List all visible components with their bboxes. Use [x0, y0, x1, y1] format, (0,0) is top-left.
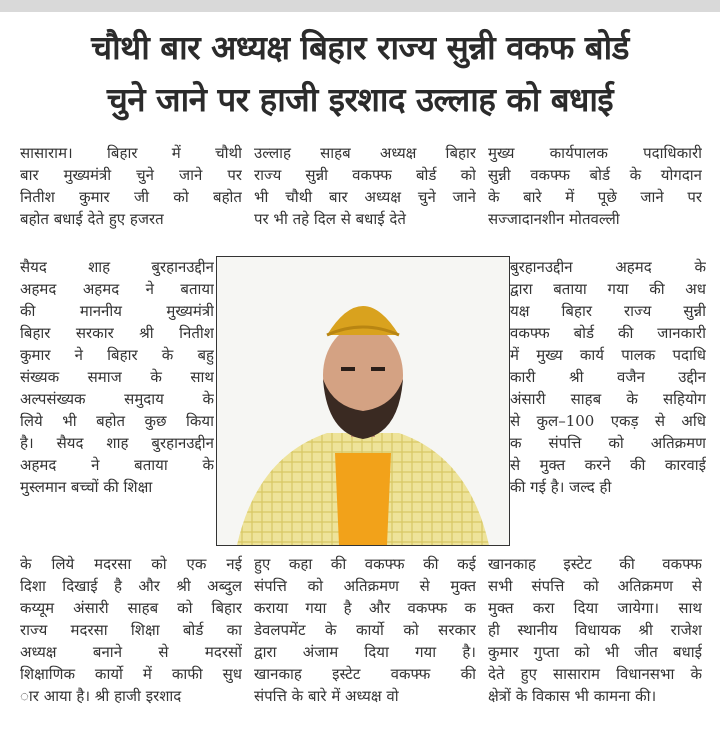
text-line: कय्यूम अंसारी साहब को बिहार — [20, 599, 242, 617]
text-line: सभी संपत्ति को अतिक्रमण से — [488, 577, 702, 595]
text-line: से मुक्त करने की कारवाई — [510, 456, 706, 474]
text-line: पर भी तहे दिल से बधाई देते — [254, 210, 406, 228]
article-column-2-bottom — [254, 553, 476, 707]
text-line: क संपत्ति को अतिक्रमण — [510, 434, 706, 452]
article-column-3-bottom — [488, 553, 702, 707]
article-column-3-top — [488, 142, 702, 230]
text-line: क्षेत्रों के विकास भी कामना की। — [488, 687, 657, 705]
text-line: सासाराम। बिहार में चौथी — [20, 144, 242, 162]
text-line: बुरहानउद्दीन अहमद के — [510, 258, 706, 276]
text-line: के बारे में पूछे जाने पर — [488, 188, 702, 206]
portrait-photo — [216, 256, 510, 546]
text-line: देते हुए सासाराम विधानसभा के — [488, 665, 702, 683]
text-line: भी चौथी बार अध्यक्ष चुने जाने — [254, 188, 476, 206]
text-line: द्वारा अंजाम दिया गया है। — [254, 643, 476, 661]
text-line: राज्य मदरसा शिक्षा बोर्ड का — [20, 621, 242, 639]
text-line: मुख्य कार्यपालक पदाधिकारी — [488, 144, 702, 162]
text-line: दिशा दिखाई है और श्री अब्दुल — [20, 577, 242, 595]
text-line: है। सैयद शाह बुरहानउद्दीन — [20, 434, 214, 452]
text-line: सज्जादानशीन मोतवल्ली — [488, 210, 620, 228]
text-line: बहोत बधाई देते हुए हजरत — [20, 210, 164, 228]
top-rule — [0, 0, 720, 12]
text-line: कुमार ने बिहार के बहु — [20, 346, 214, 364]
text-line: की गई है। जल्द ही — [510, 478, 612, 496]
text-line: बार मुख्यमंत्री चुने जाने पर — [20, 166, 242, 184]
headline-line-1: चौथी बार अध्यक्ष बिहार राज्य सुन्नी वकफ बोर्ड — [91, 28, 629, 67]
article-column-1-top — [20, 142, 242, 230]
text-line: कराया गया है और वकफ्फ क — [254, 599, 476, 617]
text-line: नितीश कुमार जी को बहोत — [20, 188, 242, 206]
text-line: यक्ष बिहार राज्य सुन्नी — [510, 302, 706, 320]
text-line: सैयद शाह बुरहानउद्दीन — [20, 258, 214, 276]
text-line: लिये भी बहोत कुछ किया — [20, 412, 214, 430]
text-line: अहमद ने बताया के — [20, 456, 214, 474]
text-line: अल्पसंख्यक समुदाय के — [20, 390, 214, 408]
text-line: की माननीय मुख्यमंत्री — [20, 302, 214, 320]
text-line: अध्यक्ष बनाने से मदरसों — [20, 643, 242, 661]
text-line: द्वारा बताया गया की अध — [510, 280, 706, 298]
text-line: के लिये मदरसा को एक नई — [20, 555, 242, 573]
text-line: बिहार सरकार श्री नितीश — [20, 324, 214, 342]
text-line: हुए कहा की वकफ्फ की कई — [254, 555, 476, 573]
text-line: संख्यक समाज के साथ — [20, 368, 214, 386]
text-line: उल्लाह साहब अध्यक्ष बिहार — [254, 144, 476, 162]
text-line: खानकाह इस्टेट की वकफ्फ — [488, 555, 702, 573]
text-line: कुमार गुप्ता को भी जीत बधाई — [488, 643, 702, 661]
article-column-1-bottom — [20, 553, 242, 707]
headline-line-2: चुने जाने पर हाजी इरशाद उल्लाह को बधाई — [106, 80, 614, 119]
article-wrap-right — [510, 256, 706, 498]
text-line: से कुल–100 एकड़ से अधि — [510, 412, 706, 430]
text-line: शिक्षाणिक कार्यो में काफी सुध — [20, 665, 242, 683]
text-line: मुस्लमान बच्चों की शिक्षा — [20, 478, 153, 496]
portrait-illustration — [217, 257, 509, 545]
text-line: डेवलपमेंट के कार्यो को सरकार — [254, 621, 476, 639]
article-wrap-left — [20, 256, 214, 498]
text-line: अंसारी साहब के सहियोग — [510, 390, 706, 408]
text-line: संपत्ति को अतिक्रमण से मुक्त — [254, 577, 476, 595]
text-line: खानकाह इस्टेट वकफ्फ की — [254, 665, 476, 683]
text-line: कारी श्री वजैन उद्दीन — [510, 368, 706, 386]
text-line: में मुख्य कार्य पालक पदाधि — [510, 346, 706, 364]
text-line: अहमद अहमद ने बताया — [20, 280, 214, 298]
text-line: वकफ्फ बोर्ड की जानकारी — [510, 324, 706, 342]
text-line: मुक्त करा दिया जायेगा। साथ — [488, 599, 702, 617]
text-line: ही स्थानीय विधायक श्री राजेश — [488, 621, 702, 639]
text-line: सुन्नी वकफ्फ बोर्ड के योगदान — [488, 166, 702, 184]
text-line: राज्य सुन्नी वकफ्फ बोर्ड को — [254, 166, 476, 184]
article-column-2-top — [254, 142, 476, 230]
text-line: संपत्ति के बारे में अध्यक्ष वो — [254, 687, 399, 705]
text-line: ार आया है। श्री हाजी इरशाद — [20, 687, 182, 705]
